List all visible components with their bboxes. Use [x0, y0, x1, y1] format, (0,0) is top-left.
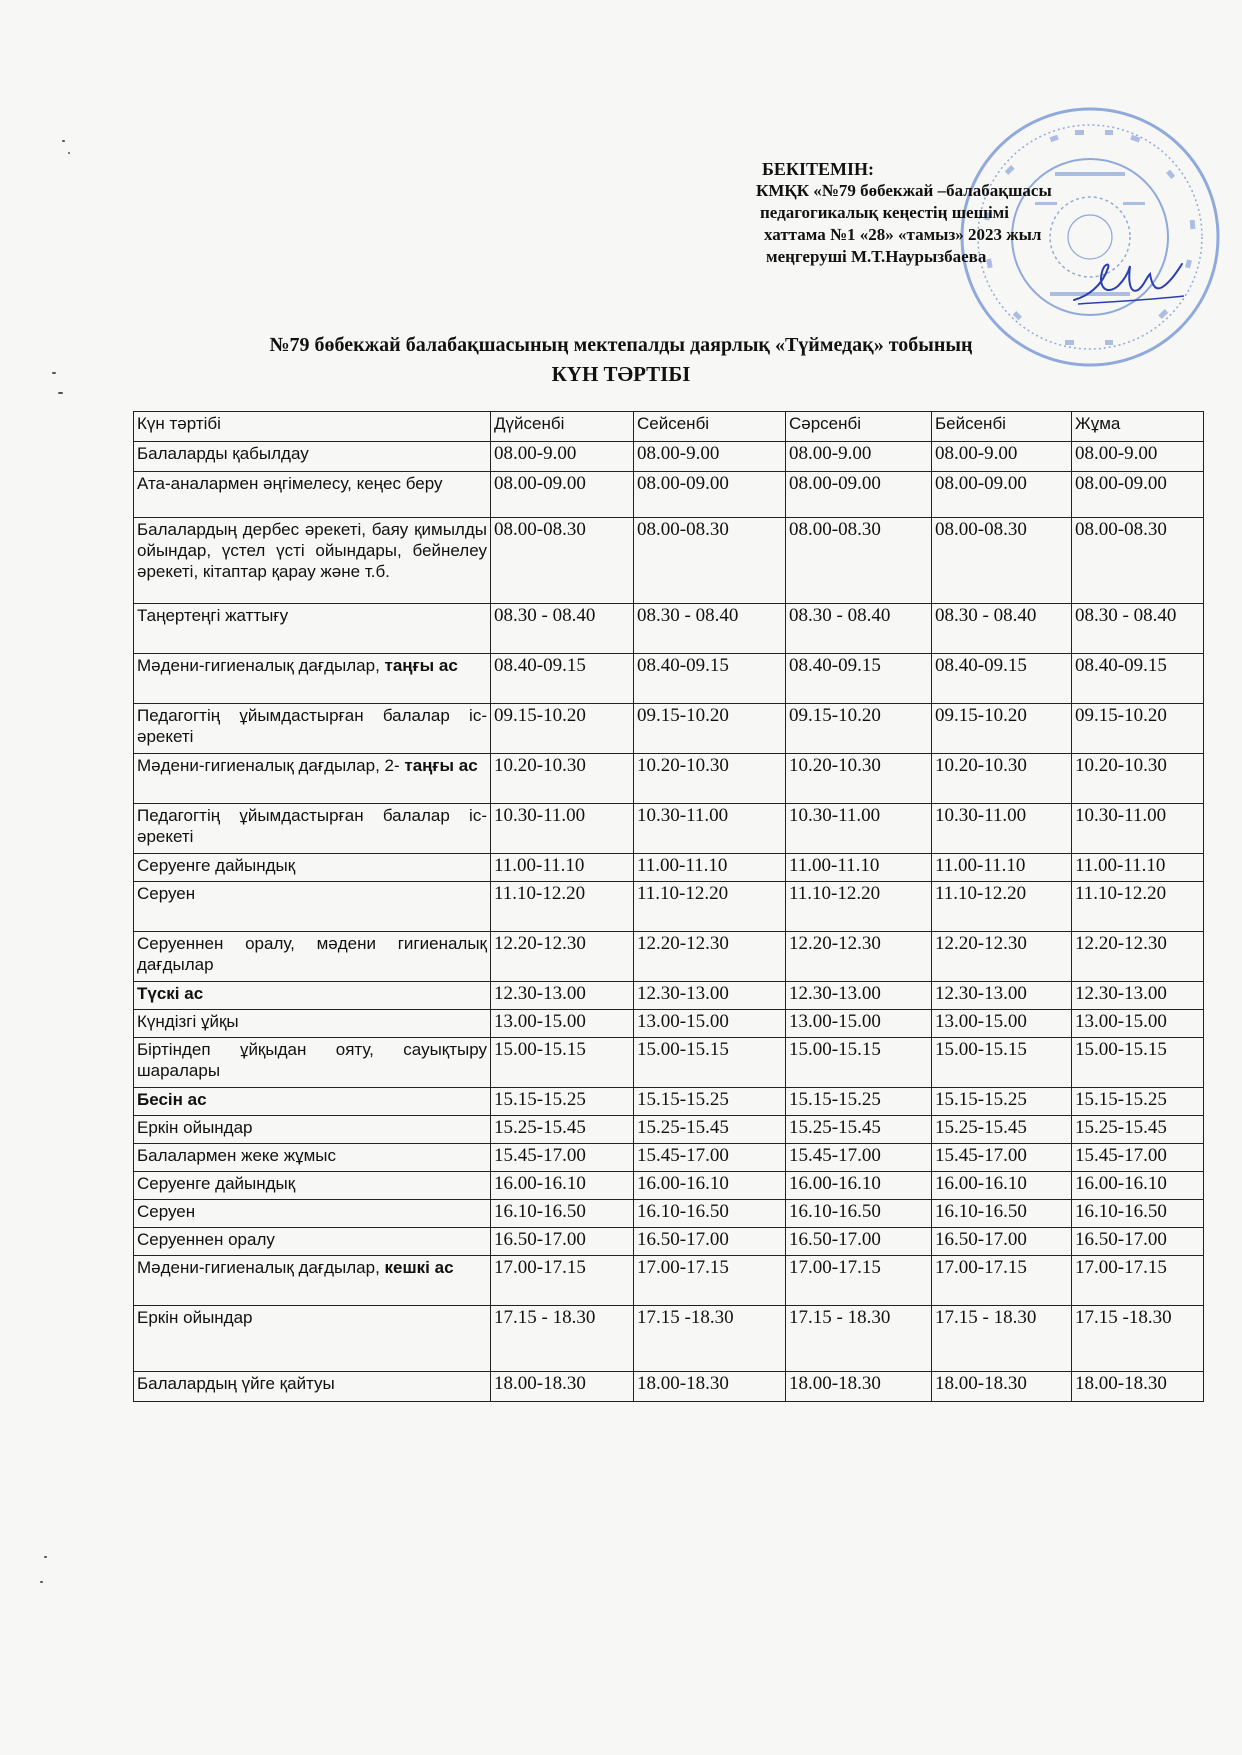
scan-speck — [52, 372, 56, 374]
time-cell: 12.20-12.30 — [491, 932, 634, 982]
table-row — [134, 654, 1204, 704]
table-row — [134, 472, 1204, 518]
time-cell: 15.25-15.45 — [491, 1116, 634, 1144]
time-cell: 08.00-09.00 — [786, 472, 932, 518]
approval-line-4: меңгеруші М.Т.Наурызбаева — [766, 247, 987, 266]
activity-label: Ата-аналармен әңгімелесу, кеңес беру — [137, 474, 443, 493]
table-row — [134, 1372, 1204, 1402]
time-cell: 13.00-15.00 — [932, 1010, 1072, 1038]
activity-cell — [134, 1256, 491, 1306]
time-cell: 10.20-10.30 — [491, 754, 634, 804]
activity-label: Мәдени-гигиеналық дағдылар, 2- — [137, 756, 400, 775]
activity-cell — [134, 754, 491, 804]
time-cell: 08.40-09.15 — [491, 654, 634, 704]
time-cell: 17.15 - 18.30 — [491, 1306, 634, 1372]
time-cell: 13.00-15.00 — [491, 1010, 634, 1038]
header-day: Сәрсенбі — [786, 412, 932, 442]
time-cell: 10.30-11.00 — [786, 804, 932, 854]
time-cell: 12.20-12.30 — [786, 932, 932, 982]
time-cell: 10.20-10.30 — [634, 754, 786, 804]
activity-meal-label: таңғы ас — [404, 756, 478, 775]
activity-label: Серуен — [137, 1202, 196, 1221]
activity-label: Балаларды қабылдау — [137, 444, 309, 463]
table-row — [134, 1306, 1204, 1372]
activity-cell — [134, 1010, 491, 1038]
time-cell: 10.30-11.00 — [932, 804, 1072, 854]
time-cell: 11.00-11.10 — [786, 854, 932, 882]
table-row — [134, 854, 1204, 882]
time-cell: 17.15 -18.30 — [1072, 1306, 1204, 1372]
activity-meal-label: таңғы ас — [384, 656, 458, 675]
activity-label: Күндізгі ұйқы — [137, 1012, 239, 1031]
time-cell: 16.00-16.10 — [932, 1172, 1072, 1200]
time-cell: 11.10-12.20 — [932, 882, 1072, 932]
activity-label: Еркін ойындар — [137, 1308, 253, 1327]
time-cell: 17.00-17.15 — [932, 1256, 1072, 1306]
activity-label: Түскі ас — [137, 984, 204, 1003]
time-cell: 08.00-09.00 — [491, 472, 634, 518]
activity-label: Еркін ойындар — [137, 1118, 253, 1137]
activity-cell — [134, 1372, 491, 1402]
time-cell: 17.00-17.15 — [786, 1256, 932, 1306]
time-cell: 11.00-11.10 — [932, 854, 1072, 882]
time-cell: 15.45-17.00 — [932, 1144, 1072, 1172]
activity-cell — [134, 442, 491, 472]
time-cell: 12.30-13.00 — [634, 982, 786, 1010]
time-cell: 15.25-15.45 — [634, 1116, 786, 1144]
activity-label: Мәдени-гигиеналық дағдылар, — [137, 1258, 380, 1277]
time-cell: 15.15-15.25 — [786, 1088, 932, 1116]
approval-heading: БЕКІТЕМІН: — [762, 159, 874, 179]
activity-label: Серуенге дайындық — [137, 856, 296, 875]
time-cell: 10.30-11.00 — [491, 804, 634, 854]
activity-label: Педагогтің ұйымдастырған балалар іс-әрекеті — [137, 806, 487, 846]
header-activity: Күн тәртібі — [134, 412, 491, 442]
time-cell: 13.00-15.00 — [786, 1010, 932, 1038]
scan-speck — [44, 1556, 47, 1558]
activity-label: Серуеннен оралу, мәдени гигиеналық дағдылар — [137, 934, 487, 974]
activity-label: Серуен — [137, 884, 196, 903]
activity-cell — [134, 472, 491, 518]
table-row — [134, 1038, 1204, 1088]
table-row — [134, 804, 1204, 854]
table-row — [134, 1116, 1204, 1144]
time-cell: 11.10-12.20 — [491, 882, 634, 932]
time-cell: 18.00-18.30 — [786, 1372, 932, 1402]
time-cell: 15.00-15.15 — [1072, 1038, 1204, 1088]
time-cell: 08.00-09.00 — [1072, 472, 1204, 518]
time-cell: 16.00-16.10 — [634, 1172, 786, 1200]
time-cell: 12.30-13.00 — [1072, 982, 1204, 1010]
scan-speck — [62, 140, 65, 142]
time-cell: 11.10-12.20 — [634, 882, 786, 932]
time-cell: 08.00-08.30 — [1072, 518, 1204, 604]
time-cell: 15.15-15.25 — [932, 1088, 1072, 1116]
time-cell: 18.00-18.30 — [491, 1372, 634, 1402]
activity-label: Біртіндеп ұйқыдан ояту, сауықтыру шаралары — [137, 1040, 487, 1080]
time-cell: 08.00-08.30 — [634, 518, 786, 604]
approval-line-3: хаттама №1 «28» «тамыз» 2023 жыл — [764, 225, 1042, 244]
time-cell: 12.30-13.00 — [932, 982, 1072, 1010]
time-cell: 15.25-15.45 — [786, 1116, 932, 1144]
time-cell: 17.15 - 18.30 — [932, 1306, 1072, 1372]
time-cell: 11.00-11.10 — [491, 854, 634, 882]
activity-cell — [134, 1200, 491, 1228]
time-cell: 11.00-11.10 — [634, 854, 786, 882]
time-cell: 15.15-15.25 — [1072, 1088, 1204, 1116]
time-cell: 12.20-12.30 — [932, 932, 1072, 982]
time-cell: 08.00-09.00 — [932, 472, 1072, 518]
time-cell: 16.10-16.50 — [491, 1200, 634, 1228]
time-cell: 18.00-18.30 — [634, 1372, 786, 1402]
table-row — [134, 754, 1204, 804]
table-row — [134, 1172, 1204, 1200]
time-cell: 11.10-12.20 — [786, 882, 932, 932]
time-cell: 16.00-16.10 — [1072, 1172, 1204, 1200]
time-cell: 08.00-9.00 — [634, 442, 786, 472]
time-cell: 17.00-17.15 — [1072, 1256, 1204, 1306]
activity-cell — [134, 604, 491, 654]
time-cell: 12.20-12.30 — [634, 932, 786, 982]
time-cell: 16.00-16.10 — [491, 1172, 634, 1200]
activity-cell — [134, 1306, 491, 1372]
time-cell: 15.45-17.00 — [634, 1144, 786, 1172]
table-row — [134, 1144, 1204, 1172]
activity-cell — [134, 1228, 491, 1256]
time-cell: 17.15 -18.30 — [634, 1306, 786, 1372]
activity-cell — [134, 1172, 491, 1200]
table-row — [134, 1010, 1204, 1038]
time-cell: 15.45-17.00 — [786, 1144, 932, 1172]
header-day: Жұма — [1072, 412, 1204, 442]
scan-speck — [40, 1581, 43, 1583]
time-cell: 15.25-15.45 — [1072, 1116, 1204, 1144]
time-cell: 16.50-17.00 — [1072, 1228, 1204, 1256]
header-day: Сейсенбі — [634, 412, 786, 442]
table-row — [134, 882, 1204, 932]
table-row — [134, 442, 1204, 472]
time-cell: 08.00-9.00 — [786, 442, 932, 472]
activity-cell — [134, 1038, 491, 1088]
time-cell: 11.00-11.10 — [1072, 854, 1204, 882]
time-cell: 12.30-13.00 — [786, 982, 932, 1010]
time-cell: 08.30 - 08.40 — [491, 604, 634, 654]
table-row — [134, 1228, 1204, 1256]
activity-cell — [134, 982, 491, 1010]
activity-cell — [134, 932, 491, 982]
time-cell: 15.45-17.00 — [491, 1144, 634, 1172]
time-cell: 16.50-17.00 — [491, 1228, 634, 1256]
time-cell: 13.00-15.00 — [634, 1010, 786, 1038]
time-cell: 08.30 - 08.40 — [932, 604, 1072, 654]
time-cell: 08.00-08.30 — [786, 518, 932, 604]
approval-line-2: педагогикалық кеңестің шешімі — [760, 203, 1009, 222]
time-cell: 10.30-11.00 — [1072, 804, 1204, 854]
activity-label: Балалардың дербес әрекеті, баяу қимылды ойындар, үстел үсті ойындары, бейнелеу әрекеті, кітаптар қарау және т.б. — [137, 520, 487, 581]
time-cell: 18.00-18.30 — [1072, 1372, 1204, 1402]
document-title: №79 бөбекжай балабақшасының мектепалды даярлық «Түймедақ» тобының — [269, 334, 973, 356]
table-row — [134, 518, 1204, 604]
time-cell: 08.40-09.15 — [786, 654, 932, 704]
time-cell: 16.10-16.50 — [1072, 1200, 1204, 1228]
time-cell: 16.50-17.00 — [932, 1228, 1072, 1256]
approval-block — [756, 158, 1176, 268]
time-cell: 16.10-16.50 — [932, 1200, 1072, 1228]
activity-label: Педагогтің ұйымдастырған балалар іс-әрекеті — [137, 706, 487, 746]
activity-cell — [134, 518, 491, 604]
time-cell: 18.00-18.30 — [932, 1372, 1072, 1402]
time-cell: 15.00-15.15 — [634, 1038, 786, 1088]
time-cell: 17.15 - 18.30 — [786, 1306, 932, 1372]
activity-cell — [134, 1088, 491, 1116]
approval-line-1: КМҚК «№79 бөбекжай –балабақшасы — [756, 181, 1052, 200]
time-cell: 08.00-08.30 — [932, 518, 1072, 604]
time-cell: 15.00-15.15 — [786, 1038, 932, 1088]
activity-cell — [134, 1116, 491, 1144]
time-cell: 08.00-9.00 — [491, 442, 634, 472]
activity-label: Бесін ас — [137, 1090, 207, 1109]
time-cell: 08.00-08.30 — [491, 518, 634, 604]
activity-cell — [134, 882, 491, 932]
time-cell: 16.50-17.00 — [786, 1228, 932, 1256]
time-cell: 08.00-09.00 — [634, 472, 786, 518]
header-day: Дүйсенбі — [491, 412, 634, 442]
time-cell: 08.30 - 08.40 — [786, 604, 932, 654]
time-cell: 15.15-15.25 — [491, 1088, 634, 1116]
table-row — [134, 1200, 1204, 1228]
table-row — [134, 1088, 1204, 1116]
time-cell: 10.30-11.00 — [634, 804, 786, 854]
time-cell: 17.00-17.15 — [491, 1256, 634, 1306]
table-row — [134, 704, 1204, 754]
time-cell: 08.30 - 08.40 — [634, 604, 786, 654]
time-cell: 08.40-09.15 — [1072, 654, 1204, 704]
time-cell: 09.15-10.20 — [786, 704, 932, 754]
time-cell: 08.00-9.00 — [1072, 442, 1204, 472]
time-cell: 15.25-15.45 — [932, 1116, 1072, 1144]
table-row — [134, 982, 1204, 1010]
time-cell: 10.20-10.30 — [786, 754, 932, 804]
table-row — [134, 1256, 1204, 1306]
time-cell: 08.00-9.00 — [932, 442, 1072, 472]
time-cell: 09.15-10.20 — [491, 704, 634, 754]
activity-cell — [134, 704, 491, 754]
activity-label: Балалардың үйге қайтуы — [137, 1374, 335, 1393]
header-day: Бейсенбі — [932, 412, 1072, 442]
time-cell: 09.15-10.20 — [634, 704, 786, 754]
time-cell: 16.00-16.10 — [786, 1172, 932, 1200]
time-cell: 10.20-10.30 — [932, 754, 1072, 804]
activity-cell — [134, 804, 491, 854]
time-cell: 09.15-10.20 — [1072, 704, 1204, 754]
time-cell: 12.20-12.30 — [1072, 932, 1204, 982]
activity-label: Серуеннен оралу — [137, 1230, 275, 1249]
activity-cell — [134, 1144, 491, 1172]
activity-meal-label: кешкі ас — [384, 1258, 454, 1277]
time-cell: 08.30 - 08.40 — [1072, 604, 1204, 654]
activity-label: Мәдени-гигиеналық дағдылар, — [137, 656, 380, 675]
time-cell: 16.10-16.50 — [634, 1200, 786, 1228]
time-cell: 16.10-16.50 — [786, 1200, 932, 1228]
scan-speck — [68, 152, 70, 154]
daily-schedule-table — [133, 411, 1204, 1402]
table-row — [134, 604, 1204, 654]
time-cell: 12.30-13.00 — [491, 982, 634, 1010]
time-cell: 08.40-09.15 — [932, 654, 1072, 704]
time-cell: 15.45-17.00 — [1072, 1144, 1204, 1172]
time-cell: 10.20-10.30 — [1072, 754, 1204, 804]
time-cell: 17.00-17.15 — [634, 1256, 786, 1306]
time-cell: 15.00-15.15 — [932, 1038, 1072, 1088]
table-row — [134, 932, 1204, 982]
document-subtitle: КҮН ТӘРТІБІ — [551, 362, 691, 386]
activity-cell — [134, 654, 491, 704]
time-cell: 15.00-15.15 — [491, 1038, 634, 1088]
activity-cell — [134, 854, 491, 882]
scan-speck — [58, 392, 63, 394]
time-cell: 15.15-15.25 — [634, 1088, 786, 1116]
time-cell: 08.40-09.15 — [634, 654, 786, 704]
time-cell: 09.15-10.20 — [932, 704, 1072, 754]
time-cell: 16.50-17.00 — [634, 1228, 786, 1256]
activity-label: Серуенге дайындық — [137, 1174, 296, 1193]
time-cell: 13.00-15.00 — [1072, 1010, 1204, 1038]
activity-label: Балалармен жеке жұмыс — [137, 1146, 336, 1165]
time-cell: 11.10-12.20 — [1072, 882, 1204, 932]
activity-label: Таңертеңгі жаттығу — [137, 606, 289, 625]
